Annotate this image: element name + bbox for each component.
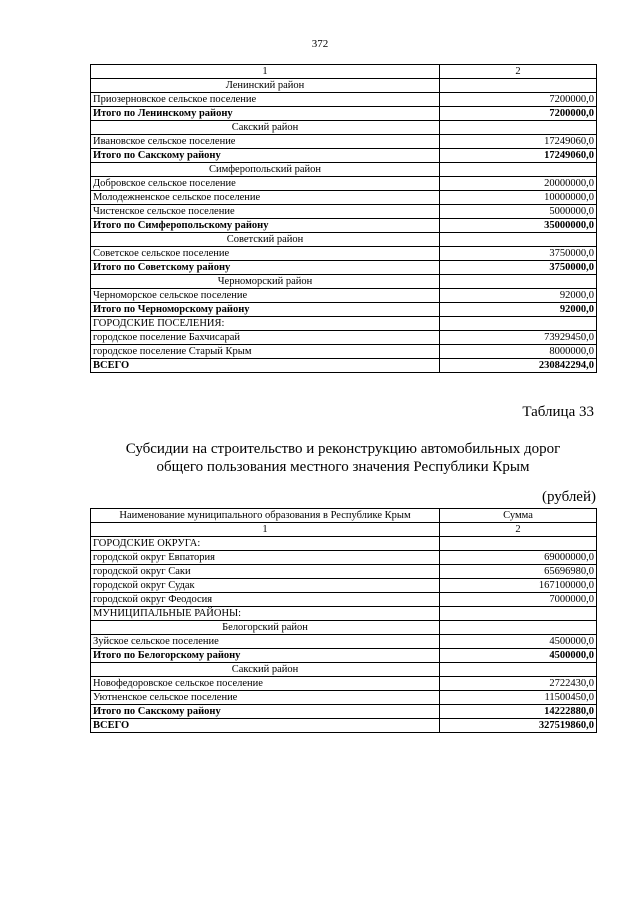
row-name: Черноморский район xyxy=(91,275,440,289)
row-amount: 10000000,0 xyxy=(440,191,597,205)
table-row xyxy=(91,247,597,261)
table-row xyxy=(91,205,597,219)
row-amount: 167100000,0 xyxy=(440,579,597,593)
table-row xyxy=(91,177,597,191)
total-row xyxy=(91,261,597,275)
column-header-amount: Сумма xyxy=(440,509,597,523)
total-row xyxy=(91,705,597,719)
row-amount xyxy=(440,79,597,93)
row-name: Белогорский район xyxy=(91,621,440,635)
row-amount: 92000,0 xyxy=(440,289,597,303)
group-header-row xyxy=(91,537,597,551)
row-name: Итого по Сакскому району xyxy=(91,149,440,163)
row-name: городской округ Судак xyxy=(91,579,440,593)
total-row xyxy=(91,303,597,317)
row-name: Приозерновское сельское поселение xyxy=(91,93,440,107)
row-name: городской округ Евпатория xyxy=(91,551,440,565)
row-name: Молодежненское сельское поселение xyxy=(91,191,440,205)
row-name: Советский район xyxy=(91,233,440,247)
row-amount: 2722430,0 xyxy=(440,677,597,691)
district-header-row xyxy=(91,233,597,247)
row-amount: 73929450,0 xyxy=(440,331,597,345)
row-amount: 230842294,0 xyxy=(440,359,597,373)
table-row xyxy=(91,635,597,649)
subsidy-table-continued xyxy=(90,64,597,373)
table-row xyxy=(91,579,597,593)
table-row xyxy=(91,93,597,107)
row-amount: 69000000,0 xyxy=(440,551,597,565)
table-row xyxy=(91,135,597,149)
row-name: Советское сельское поселение xyxy=(91,247,440,261)
total-row xyxy=(91,359,597,373)
column-number-1: 1 xyxy=(91,523,440,537)
table-row xyxy=(91,345,597,359)
row-name: Ленинский район xyxy=(91,79,440,93)
row-amount: 4500000,0 xyxy=(440,635,597,649)
row-name: Итого по Сакскому району xyxy=(91,705,440,719)
total-row xyxy=(91,149,597,163)
row-amount xyxy=(440,275,597,289)
row-amount: 3750000,0 xyxy=(440,261,597,275)
page-number: 372 xyxy=(311,38,329,50)
row-name: ВСЕГО xyxy=(91,359,440,373)
row-name: городское поселение Старый Крым xyxy=(91,345,440,359)
table-title xyxy=(90,440,596,476)
row-amount: 65696980,0 xyxy=(440,565,597,579)
row-name: ВСЕГО xyxy=(91,719,440,733)
row-name: ГОРОДСКИЕ ПОСЕЛЕНИЯ: xyxy=(91,317,440,331)
row-amount: 7000000,0 xyxy=(440,593,597,607)
row-name: Чистенское сельское поселение xyxy=(91,205,440,219)
total-row xyxy=(91,649,597,663)
row-name: Итого по Черноморскому району xyxy=(91,303,440,317)
table-row xyxy=(91,677,597,691)
column-header-name: Наименование муниципального образования в Республике Крым xyxy=(91,509,440,523)
table-number-label: Таблица 33 xyxy=(522,404,594,420)
table-row xyxy=(91,289,597,303)
column-number-2: 2 xyxy=(440,65,597,79)
row-amount: 17249060,0 xyxy=(440,135,597,149)
column-number-row xyxy=(91,65,597,79)
row-amount: 3750000,0 xyxy=(440,247,597,261)
table-row xyxy=(91,331,597,345)
row-name: Итого по Ленинскому району xyxy=(91,107,440,121)
unit-label: (рублей) xyxy=(541,489,596,505)
column-number-row xyxy=(91,523,597,537)
row-amount xyxy=(440,537,597,551)
row-amount: 4500000,0 xyxy=(440,649,597,663)
total-row xyxy=(91,719,597,733)
row-amount: 7200000,0 xyxy=(440,93,597,107)
row-name: городской округ Феодосия xyxy=(91,593,440,607)
row-amount xyxy=(440,621,597,635)
district-header-row xyxy=(91,663,597,677)
table-row xyxy=(91,565,597,579)
row-amount: 7200000,0 xyxy=(440,107,597,121)
row-name: городской округ Саки xyxy=(91,565,440,579)
row-name: Сакский район xyxy=(91,663,440,677)
row-amount xyxy=(440,607,597,621)
column-number-2: 2 xyxy=(440,523,597,537)
column-header-row xyxy=(91,509,597,523)
row-amount: 8000000,0 xyxy=(440,345,597,359)
row-amount: 11500450,0 xyxy=(440,691,597,705)
table-row xyxy=(91,191,597,205)
table-title-line-2: общего пользования местного значения Республики Крым xyxy=(156,459,530,475)
row-name: Симферопольский район xyxy=(91,163,440,177)
table-title-line-1: Субсидии на строительство и реконструкцию автомобильных дорог xyxy=(125,441,561,457)
row-name: Ивановское сельское поселение xyxy=(91,135,440,149)
table-row xyxy=(91,593,597,607)
district-header-row xyxy=(91,163,597,177)
row-name: Добровское сельское поселение xyxy=(91,177,440,191)
row-name: Итого по Советскому району xyxy=(91,261,440,275)
row-amount xyxy=(440,121,597,135)
row-amount xyxy=(440,317,597,331)
district-header-row xyxy=(91,121,597,135)
row-amount: 14222880,0 xyxy=(440,705,597,719)
row-amount xyxy=(440,663,597,677)
district-header-row xyxy=(91,79,597,93)
row-name: ГОРОДСКИЕ ОКРУГА: xyxy=(91,537,440,551)
row-name: Уютненское сельское поселение xyxy=(91,691,440,705)
row-name: Итого по Белогорскому району xyxy=(91,649,440,663)
row-name: Новофедоровское сельское поселение xyxy=(91,677,440,691)
row-amount: 92000,0 xyxy=(440,303,597,317)
row-amount: 35000000,0 xyxy=(440,219,597,233)
row-amount xyxy=(440,163,597,177)
column-number-1: 1 xyxy=(91,65,440,79)
row-name: МУНИЦИПАЛЬНЫЕ РАЙОНЫ: xyxy=(91,607,440,621)
row-name: Зуйское сельское поселение xyxy=(91,635,440,649)
row-name: Черноморское сельское поселение xyxy=(91,289,440,303)
row-amount: 327519860,0 xyxy=(440,719,597,733)
row-name: городское поселение Бахчисарай xyxy=(91,331,440,345)
district-header-row xyxy=(91,621,597,635)
table-row xyxy=(91,551,597,565)
row-amount: 5000000,0 xyxy=(440,205,597,219)
row-amount: 20000000,0 xyxy=(440,177,597,191)
group-header-row xyxy=(91,317,597,331)
table-row xyxy=(91,691,597,705)
district-header-row xyxy=(91,275,597,289)
group-header-row xyxy=(91,607,597,621)
total-row xyxy=(91,107,597,121)
row-name: Итого по Симферопольскому району xyxy=(91,219,440,233)
row-amount: 17249060,0 xyxy=(440,149,597,163)
total-row xyxy=(91,219,597,233)
row-name: Сакский район xyxy=(91,121,440,135)
road-subsidy-table xyxy=(90,508,597,733)
row-amount xyxy=(440,233,597,247)
